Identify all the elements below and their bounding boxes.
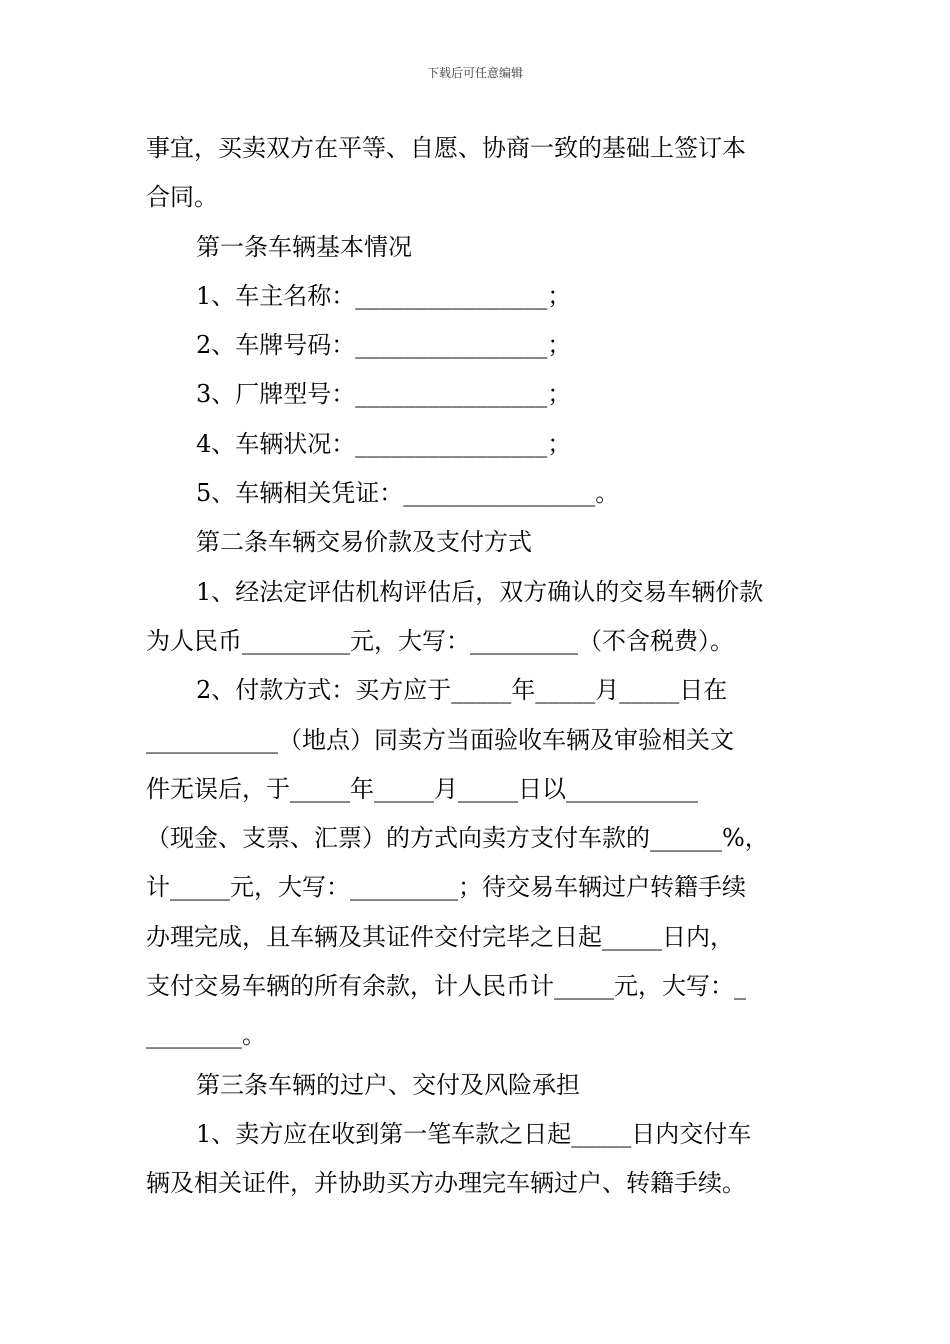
paragraph-line: （现金、支票、汇票）的方式向卖方支付车款的______%， bbox=[146, 824, 769, 853]
article-heading: 第三条车辆的过户、交付及风险承担 bbox=[196, 1070, 580, 1099]
paragraph-line: 件无误后，于_____年_____月_____日以___________ bbox=[146, 774, 698, 803]
list-item: 5、车辆相关凭证：________________。 bbox=[196, 479, 620, 508]
paragraph-line: 事宜，买卖双方在平等、自愿、协商一致的基础上签订本 bbox=[146, 134, 746, 162]
article-heading: 第一条车辆基本情况 bbox=[196, 232, 412, 261]
article-heading: 第二条车辆交易价款及支付方式 bbox=[196, 528, 532, 557]
paragraph-line: 支付交易车辆的所有余款，计人民币计_____元，大写：_ bbox=[146, 972, 746, 1001]
list-item: 3、厂牌型号：________________； bbox=[196, 380, 572, 409]
paragraph-line: 为人民币_________元，大写：_________（不含税费）。 bbox=[146, 626, 734, 655]
list-item: 4、车辆状况：________________； bbox=[196, 429, 572, 458]
page-header: 下载后可任意编辑 bbox=[426, 66, 523, 80]
paragraph-line: 办理完成，且车辆及其证件交付完毕之日起_____日内， bbox=[146, 922, 734, 951]
paragraph-line: ___________（地点）同卖方当面验收车辆及审验相关文 bbox=[146, 725, 734, 754]
paragraph-line: 计_____元，大写：_________；待交易车辆过户转籍手续 bbox=[146, 873, 746, 902]
paragraph-line: 辆及相关证件，并协助买方办理完车辆过户、转籍手续。 bbox=[146, 1169, 746, 1198]
paragraph-line: 1、卖方应在收到第一笔车款之日起_____日内交付车 bbox=[196, 1119, 752, 1148]
paragraph-line: 2、付款方式：买方应于_____年_____月_____日在 bbox=[196, 676, 728, 705]
list-item: 1、车主名称：________________； bbox=[196, 281, 572, 310]
paragraph-line: ________。 bbox=[146, 1021, 266, 1050]
paragraph-line: 合同。 bbox=[146, 183, 218, 212]
list-item: 2、车牌号码：________________； bbox=[196, 331, 572, 360]
paragraph-line: 1、经法定评估机构评估后，双方确认的交易车辆价款 bbox=[196, 577, 764, 606]
contract-body bbox=[146, 124, 810, 1209]
